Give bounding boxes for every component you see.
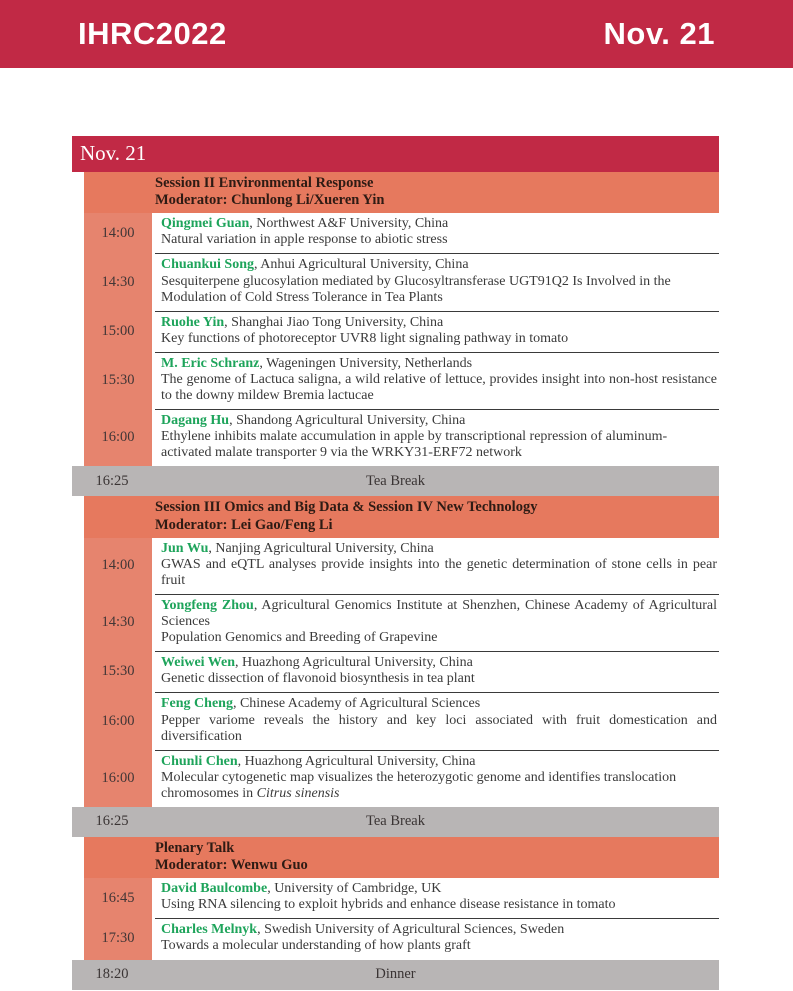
- speaker-name: David Baulcombe: [161, 881, 268, 897]
- session-header: [84, 172, 719, 213]
- speaker-affiliation: , Shandong Agricultural University, China: [229, 413, 466, 429]
- break-label: Dinner: [375, 966, 416, 983]
- talk-row: [84, 651, 719, 692]
- break-time: 18:20: [95, 966, 129, 983]
- talk-row: [84, 352, 719, 409]
- speaker-line: [161, 754, 717, 770]
- talk-time: 14:00: [84, 213, 152, 253]
- speaker-name: M. Eric Schranz: [161, 355, 260, 371]
- session-title: Session II Environmental Response: [155, 175, 374, 191]
- schedule-table: [72, 136, 719, 990]
- speaker-name: Feng Cheng: [161, 696, 233, 712]
- talk-title: The genome of Lactuca saligna, a wild relative of lettuce, provides insight into non-host resistance to the downy mildew Bremia lactucae: [161, 371, 717, 404]
- session-header: [84, 837, 719, 878]
- speaker-line: [161, 881, 717, 897]
- talk-title: Population Genomics and Breeding of Grapevine: [161, 630, 438, 646]
- speaker-affiliation: , Anhui Agricultural University, China: [254, 257, 469, 273]
- talk-row: [84, 253, 719, 310]
- speaker-name: Qingmei Guan: [161, 216, 250, 232]
- speaker-name: Dagang Hu: [161, 413, 230, 429]
- talk-row: [84, 918, 719, 959]
- talk-row: [84, 213, 719, 253]
- talk-time: 14:30: [84, 594, 152, 651]
- talk-details: [155, 651, 719, 692]
- speaker-name: Ruohe Yin: [161, 314, 225, 330]
- talk-time: 15:30: [84, 352, 152, 409]
- talk-details: [155, 213, 719, 253]
- break-time: 16:25: [95, 813, 129, 830]
- speaker-affiliation: , Huazhong Agricultural University, China: [237, 753, 476, 769]
- talk-details: [155, 750, 719, 807]
- speaker-affiliation: , Chinese Academy of Agricultural Sciences: [232, 696, 481, 712]
- talk-time: 16:45: [84, 878, 152, 918]
- talk-title: Natural variation in apple response to abiotic stress: [161, 232, 448, 248]
- speaker-name: Chunli Chen: [161, 753, 238, 769]
- speaker-name: Jun Wu: [161, 540, 209, 556]
- speaker-line: [161, 696, 717, 712]
- session-header: [84, 496, 719, 537]
- talk-row: [84, 750, 719, 807]
- break-label: Tea Break: [366, 813, 425, 830]
- speaker-line: [161, 922, 717, 938]
- talk-time: 15:30: [84, 651, 152, 692]
- speaker-affiliation: , Swedish University of Agricultural Sciences, Sweden: [257, 922, 565, 938]
- break-row: [72, 466, 719, 496]
- break-row: [72, 960, 719, 990]
- talk-time: 14:30: [84, 253, 152, 310]
- session-title: Plenary Talk: [155, 839, 235, 856]
- talk-row: [84, 878, 719, 918]
- talk-time: 14:00: [84, 538, 152, 594]
- talk-row: [84, 594, 719, 651]
- talk-details: [155, 594, 719, 651]
- talk-title: GWAS and eQTL analyses provide insights into the genetic determination of stone cells in pear fruit: [161, 556, 717, 588]
- top-banner: [0, 0, 793, 68]
- day-header: Nov. 21: [72, 136, 719, 172]
- talk-title: Genetic dissection of flavonoid biosynthesis in tea plant: [161, 671, 475, 687]
- speaker-line: [161, 356, 717, 372]
- talk-row: [84, 311, 719, 352]
- talk-row: [84, 692, 719, 749]
- speaker-affiliation: , Northwest A&F University, China: [249, 216, 449, 232]
- speaker-name: Yongfeng Zhou: [161, 597, 254, 613]
- speaker-affiliation: , Nanjing Agricultural University, China: [208, 540, 434, 556]
- break-time: 16:25: [95, 472, 129, 489]
- banner-date: Nov. 21: [603, 16, 715, 51]
- speaker-name: Weiwei Wen: [161, 655, 236, 671]
- speaker-affiliation: , Agricultural Genomics Institute at Shenzhen, Chinese Academy of Agricultural Sciences: [161, 597, 717, 630]
- break-label: Tea Break: [366, 472, 425, 489]
- talk-time: 15:00: [84, 311, 152, 352]
- talk-row: [84, 538, 719, 594]
- speaker-line: [161, 655, 717, 671]
- speaker-line: [161, 598, 717, 630]
- session-title: Session III Omics and Big Data & Session IV New Technology: [155, 499, 538, 516]
- talk-details: [155, 538, 719, 594]
- talk-title: Ethylene inhibits malate accumulation in apple by transcriptional repression of aluminum-activated malate transporter 9 via the WRKY31-ERF72 network: [161, 429, 668, 461]
- talk-details: [155, 311, 719, 352]
- talk-details: [155, 878, 719, 918]
- talk-details: [155, 352, 719, 409]
- talk-title: Sesquiterpene glucosylation mediated by Glucosyltransferase UGT91Q2 Is Involved in the Modulation of Cold Stress Tolerance in Tea Plants: [161, 273, 671, 305]
- talk-time: 16:00: [84, 409, 152, 466]
- talk-details: [155, 253, 719, 310]
- talk-title: Molecular cytogenetic map visualizes the heterozygotic genome and identifies translocation chromosomes in Citrus sinensis: [161, 769, 677, 801]
- talk-time: 16:00: [84, 750, 152, 807]
- speaker-line: [161, 315, 717, 331]
- speaker-name: Chuankui Song: [161, 257, 255, 273]
- session-moderator: Moderator: Lei Gao/Feng Li: [155, 516, 333, 533]
- speaker-affiliation: , Shanghai Jiao Tong University, China: [224, 314, 444, 330]
- speaker-line: [161, 413, 717, 429]
- speaker-line: [161, 541, 717, 557]
- talk-details: [155, 918, 719, 959]
- speaker-affiliation: , Wageningen University, Netherlands: [259, 355, 473, 371]
- session-moderator: Moderator: Chunlong Li/Xueren Yin: [155, 192, 385, 209]
- speaker-name: Charles Melnyk: [161, 922, 258, 938]
- speaker-affiliation: , Huazhong Agricultural University, China: [235, 655, 473, 671]
- speaker-affiliation: , University of Cambridge, UK: [267, 881, 442, 897]
- session-moderator: Moderator: Wenwu Guo: [155, 857, 308, 874]
- talk-title: Pepper variome reveals the history and key loci associated with fruit domestication and diversification: [161, 712, 717, 744]
- talk-row: [84, 409, 719, 466]
- talk-title-italic: Citrus sinensis: [256, 785, 340, 801]
- talk-details: [155, 692, 719, 749]
- talk-title: Key functions of photoreceptor UVR8 light signaling pathway in tomato: [161, 330, 569, 346]
- talk-details: [155, 409, 719, 466]
- talk-title: Using RNA silencing to exploit hybrids and enhance disease resistance in tomato: [161, 897, 616, 913]
- speaker-line: [161, 216, 717, 232]
- talk-time: 16:00: [84, 692, 152, 749]
- speaker-line: [161, 257, 717, 273]
- talk-title: Towards a molecular understanding of how plants graft: [161, 938, 471, 954]
- break-row: [72, 807, 719, 837]
- conference-title: IHRC2022: [78, 16, 227, 51]
- talk-time: 17:30: [84, 918, 152, 959]
